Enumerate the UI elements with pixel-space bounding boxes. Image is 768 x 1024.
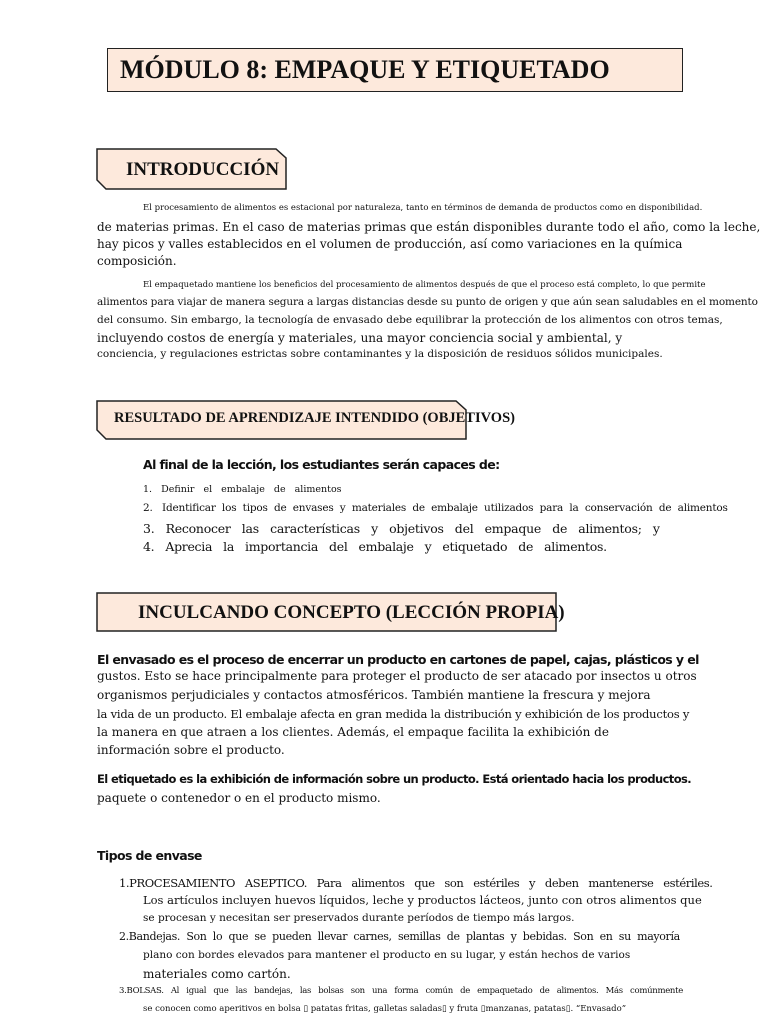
types-line-5: plano con bordes elevados para mantener el producto en su lugar, y están hechos de varios: [143, 949, 631, 961]
lesson-line-5: la manera en que atraen a los clientes. Además, el empaque facilita la exhibición de: [97, 725, 609, 739]
objectives-lead: Al final de la lección, los estudiantes serán capaces de:: [143, 457, 500, 472]
intro-line-2: de materias primas. En el caso de materias primas que están disponibles durante todo el año, como la leche,: [97, 220, 761, 234]
intro-line-1: El procesamiento de alimentos es estacional por naturaleza, tanto en términos de demanda de productos como en disponibilidad.: [143, 203, 703, 213]
intro-line-7: del consumo. Sin embargo, la tecnología de envasado debe equilibrar la protección de los alimentos con otros temas,: [97, 314, 723, 326]
objective-item-3: 3. Reconocer las características y objetivos del empaque de alimentos; y: [143, 521, 660, 536]
lesson-line-8: paquete o contenedor o en el producto mismo.: [97, 791, 381, 805]
lesson-line-1: El envasado es el proceso de encerrar un producto en cartones de papel, cajas, plásticos y el: [97, 652, 699, 667]
intro-line-4: composición.: [97, 254, 177, 268]
section-header-intro: [96, 148, 288, 190]
intro-line-9: conciencia, y regulaciones estrictas sobre contaminantes y la disposición de residuos sólidos municipales.: [97, 348, 663, 360]
types-heading: Tipos de envase: [97, 848, 202, 863]
intro-line-3: hay picos y valles establecidos en el volumen de producción, así como variaciones en la química: [97, 237, 683, 251]
types-line-2: Los artículos incluyen huevos líquidos, leche y productos lácteos, junto con otros alimentos que: [143, 893, 702, 907]
types-line-3: se procesan y necesitan ser preservados durante períodos de tiempo más largos.: [143, 912, 575, 924]
section-header-lesson: [96, 592, 565, 632]
section-title-intro: INTRODUCCIÓN: [126, 159, 280, 180]
intro-line-6: alimentos para viajar de manera segura a largas distancias desde su punto de origen y que aún sean saludables en el momento: [97, 296, 758, 308]
section-title-lesson: INCULCANDO CONCEPTO (LECCIÓN PROPIA): [138, 602, 565, 623]
section-header-objectives: [96, 400, 515, 440]
lesson-line-3: organismos perjudiciales y contactos atmosféricos. También mantiene la frescura y mejora: [97, 688, 651, 702]
lesson-line-2: gustos. Esto se hace principalmente para proteger el producto de ser atacado por insectos u otros: [97, 669, 697, 683]
types-line-8: se conocen como aperitivos en bolsa ▯ patatas fritas, galletas saladas▯ y fruta ▯manzanas, patatas▯. “Envasado”: [143, 1004, 627, 1014]
objective-item-4: 4. Aprecia la importancia del embalaje y etiquetado de alimentos.: [143, 539, 607, 554]
objective-item-1: 1. Definir el embalaje de alimentos: [143, 484, 342, 495]
intro-line-8: incluyendo costos de energía y materiales, una mayor conciencia social y ambiental, y: [97, 331, 623, 345]
module-title-box: [107, 48, 683, 92]
types-line-4: 2.Bandejas. Son lo que se pueden llevar carnes, semillas de plantas y bebidas. Son en su mayoría: [119, 930, 680, 943]
section-title-objectives: RESULTADO DE APRENDIZAJE INTENDIDO (OBJETIVOS): [114, 410, 515, 426]
objective-item-2: 2. Identificar los tipos de envases y materiales de embalaje utilizados para la conservación de alimentos: [143, 502, 728, 514]
lesson-line-6: información sobre el producto.: [97, 743, 285, 757]
module-title: MÓDULO 8: EMPAQUE Y ETIQUETADO: [120, 55, 610, 84]
lesson-line-7: El etiquetado es la exhibición de información sobre un producto. Está orientado hacia los productos.: [97, 772, 692, 786]
intro-line-5: El empaquetado mantiene los beneficios del procesamiento de alimentos después de que el proceso está completo, lo que permite: [143, 280, 706, 290]
types-line-7: 3.BOLSAS. Al igual que las bandejas, las bolsas son una forma común de empaquetado de alimentos. Más comúnmente: [119, 986, 683, 996]
types-line-6: materiales como cartón.: [143, 967, 291, 981]
lesson-line-4: la vida de un producto. El embalaje afecta en gran medida la distribución y exhibición de los productos y: [97, 707, 690, 721]
types-line-1: 1.PROCESAMIENTO ASEPTICO. Para alimentos que son estériles y deben mantenerse estériles.: [119, 876, 713, 890]
